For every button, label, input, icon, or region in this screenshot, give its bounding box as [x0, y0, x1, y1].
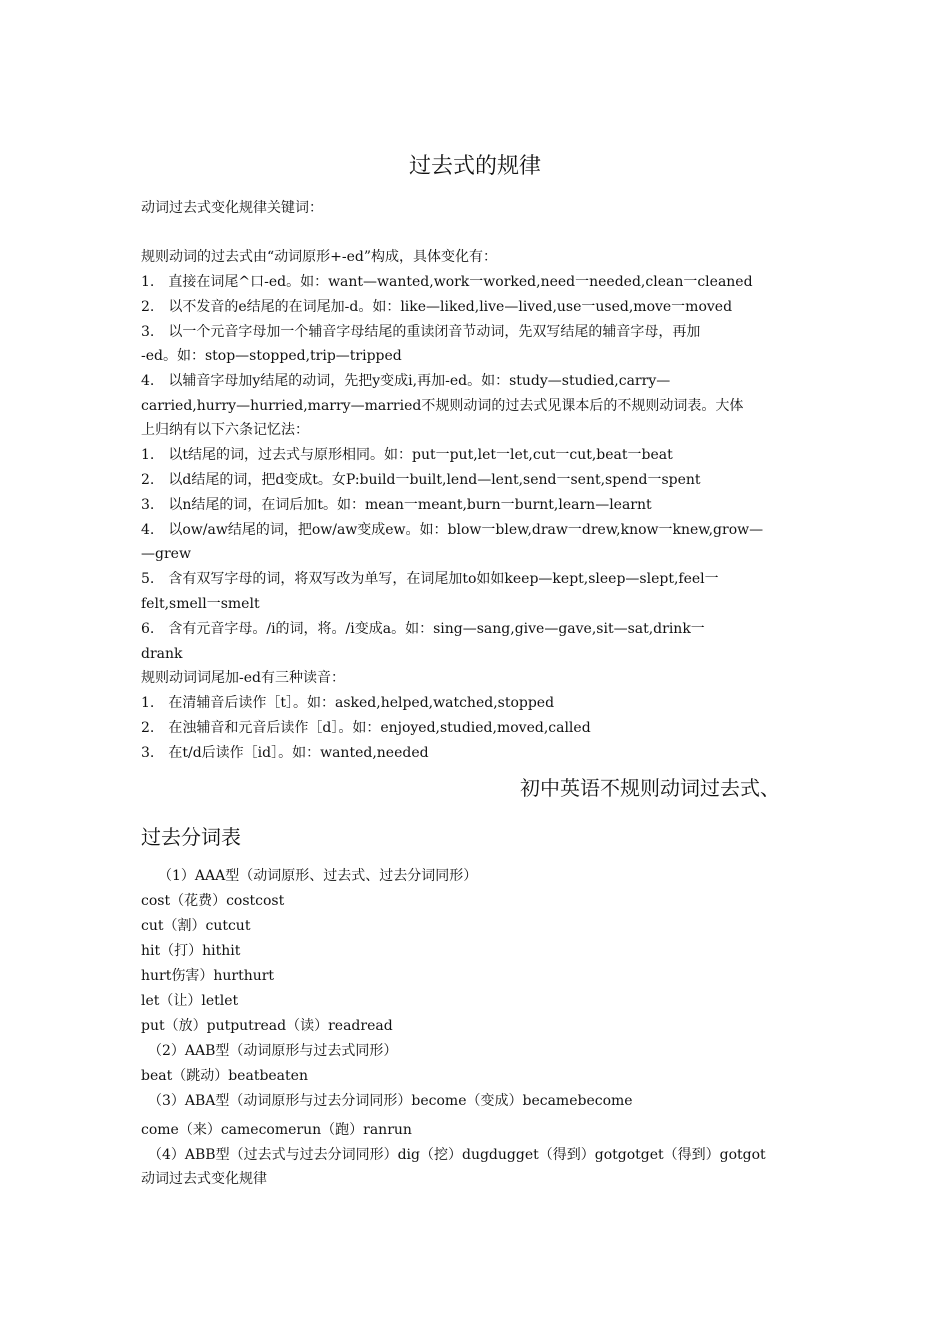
table-row: let（让）letlet — [141, 993, 239, 1009]
memory-item-2: 2. 以d结尾的词，把d变成t。女P:build一built,lend—lent,send一sent,spend一spent — [141, 472, 701, 488]
table-row: come（来）camecomerun（跑）ranrun — [141, 1122, 412, 1138]
memory-item-6-cont: drank — [141, 646, 183, 662]
table-row: hit（打）hithit — [141, 943, 241, 959]
closing-heading: 动词过去式变化规律 — [141, 1171, 267, 1187]
memory-item-6: 6. 含有元音字母。/i的词，将。/i变成a。如：sing—sang,give—gave,sit—sat,drink一 — [141, 621, 705, 637]
pronunciation-item-1: 1. 在清辅音后读作［t］。如：asked,helped,watched,stopped — [141, 695, 555, 711]
section-heading-part1: 初中英语不规则动词过去式、 — [520, 776, 780, 800]
table-group-aaa: （1）AAA型（动词原形、过去式、过去分词同形） — [158, 868, 478, 884]
memory-item-4: 4. 以ow/aw结尾的词，把ow/aw变成ew。如：blow一blew,draw一drew,know一knew,grow— — [141, 522, 764, 538]
table-group-abb: （4）ABB型（过去式与过去分词同形）dig（挖）dugdugget（得到）gotgotget（得到）gotgot — [148, 1147, 766, 1163]
rule-item-1: 1. 直接在词尾^口-ed。如：want—wanted,work一worked,need一needed,clean一cleaned — [141, 274, 753, 290]
page-title: 过去式的规律 — [408, 154, 541, 179]
rule-item-2: 2. 以不发音的e结尾的在词尾加-d。如：like—liked,live—lived,use一used,move一moved — [141, 299, 733, 315]
table-row: put（放）putputread（读）readread — [141, 1018, 393, 1034]
table-row: cost（花费）costcost — [141, 893, 285, 909]
rule-item-4-cont: carried,hurry—hurried,marry—married不规则动词的过去式见课本后的不规则动词表。大体 — [141, 398, 744, 414]
pronunciation-item-2: 2. 在浊辅音和元音后读作［d］。如：enjoyed,studied,moved,called — [141, 720, 591, 736]
rule-item-4: 4. 以辅音字母加y结尾的动词，先把y变成i,再加-ed。如：study—studied,carry— — [141, 373, 671, 389]
keywords-label: 动词过去式变化规律关键词： — [141, 200, 323, 216]
pronunciation-item-3: 3. 在t/d后读作［id］。如：wanted,needed — [141, 745, 429, 761]
table-row: cut（割）cutcut — [141, 918, 251, 934]
memory-item-5-cont: felt,smell一smelt — [141, 596, 260, 612]
rule-intro: 规则动词的过去式由“动词原形+-ed”构成，具体变化有： — [141, 249, 498, 265]
memory-item-1: 1. 以t结尾的词，过去式与原形相同。如：put一put,let一let,cut一cut,beat一beat — [141, 447, 673, 463]
rule-item-3-cont: -ed。如：stop—stopped,trip—tripped — [141, 348, 402, 364]
table-group-aab: （2）AAB型（动词原形与过去式同形） — [148, 1043, 398, 1059]
section-heading-part2: 过去分词表 — [141, 825, 241, 849]
memory-item-5: 5. 含有双写字母的词，将双写改为单写，在词尾加to如如keep—kept,sleep—slept,feel一 — [141, 571, 719, 587]
memory-item-4-cont: —grew — [141, 546, 191, 562]
memory-intro: 上归纳有以下六条记忆法： — [141, 422, 309, 438]
rule-item-3: 3. 以一个元音字母加一个辅音字母结尾的重读闭音节动词，先双写结尾的辅音字母，再加 — [141, 324, 701, 340]
table-group-aba: （3）ABA型（动词原形与过去分词同形）become（变成）becamebecome — [148, 1093, 633, 1109]
table-row: hurt伤害）hurthurt — [141, 968, 275, 984]
memory-item-3: 3. 以n结尾的词，在词后加t。如：mean一meant,burn一burnt,learn—learnt — [141, 497, 652, 513]
table-row: beat（跳动）beatbeaten — [141, 1068, 308, 1084]
pronunciation-intro: 规则动词词尾加-ed有三种读音： — [141, 670, 345, 686]
